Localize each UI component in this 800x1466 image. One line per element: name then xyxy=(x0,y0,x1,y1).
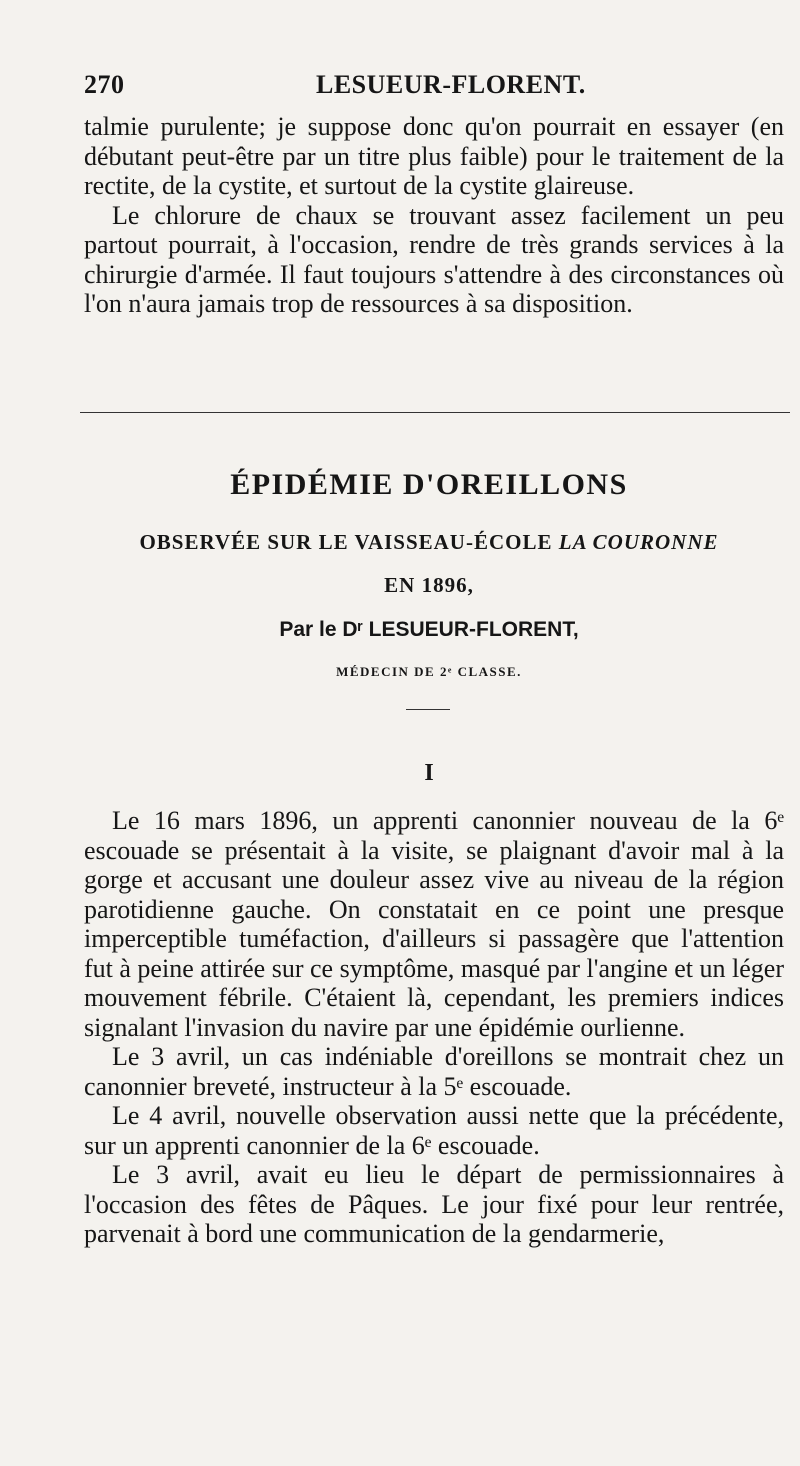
paragraph: Le 4 avril, nouvelle observation aussi nette que la précédente, sur un apprenti canonnier de la 6ᵉ escouade. xyxy=(84,1101,784,1160)
section-number: I xyxy=(424,760,434,786)
article-body xyxy=(84,806,784,1249)
previous-article-text xyxy=(84,112,784,319)
article-author: Par le Dʳ LESUEUR-FLORENT, xyxy=(279,618,579,641)
subtitle-text: OBSERVÉE SUR LE VAISSEAU-ÉCOLE xyxy=(139,530,559,554)
paragraph: Le 3 avril, avait eu lieu le départ de permissionnaires à l'occasion des fêtes de Pâques. Le jour fixé pour leur rentrée, parvenait à bord une communication de la gendarmerie, xyxy=(84,1160,784,1248)
article-title: ÉPIDÉMIE D'OREILLONS xyxy=(230,468,628,501)
article-subtitle xyxy=(84,530,774,555)
paragraph: Le 16 mars 1896, un apprenti canonnier nouveau de la 6ᵉ escouade se présentait à la visite, se plaignant d'avoir mal à la gorge et accusant une douleur assez vive au niveau de la région parotidienne gauche. On constatait en ce point une presque imperceptible tuméfaction, d'ailleurs si passagère que l'attention fut à peine attirée sur ce symptôme, masqué par l'angine et un léger mouvement fébrile. C'étaient là, cependant, les premiers indices signalant l'invasion du navire par une épidémie ourlienne. xyxy=(84,806,784,1042)
paragraph: Le chlorure de chaux se trouvant assez facilement un peu partout pourrait, à l'occasion, rendre de très grands services à la chirurgie d'armée. Il faut toujours s'attendre à des circonstances où l'on n'aura jamais trop de ressources à sa disposition. xyxy=(84,200,784,318)
paragraph: talmie purulente; je suppose donc qu'on pourrait en essayer (en débutant peut-être par un titre plus faible) pour le traitement de la rectite, de la cystite, et surtout de la cystite glaireuse. xyxy=(84,112,784,200)
page-header xyxy=(84,70,734,102)
short-divider xyxy=(406,709,450,710)
section-divider xyxy=(80,412,790,413)
ship-name: LA COURONNE xyxy=(558,530,719,554)
author-rank: MÉDECIN DE 2ᵉ CLASSE. xyxy=(336,664,522,679)
running-title: LESUEUR-FLORENT. xyxy=(316,70,586,99)
article-year: EN 1896, xyxy=(384,573,474,597)
paragraph: Le 3 avril, un cas indéniable d'oreillons se montrait chez un canonnier breveté, instructeur à la 5ᵉ escouade. xyxy=(84,1042,784,1101)
page-number: 270 xyxy=(84,70,125,99)
